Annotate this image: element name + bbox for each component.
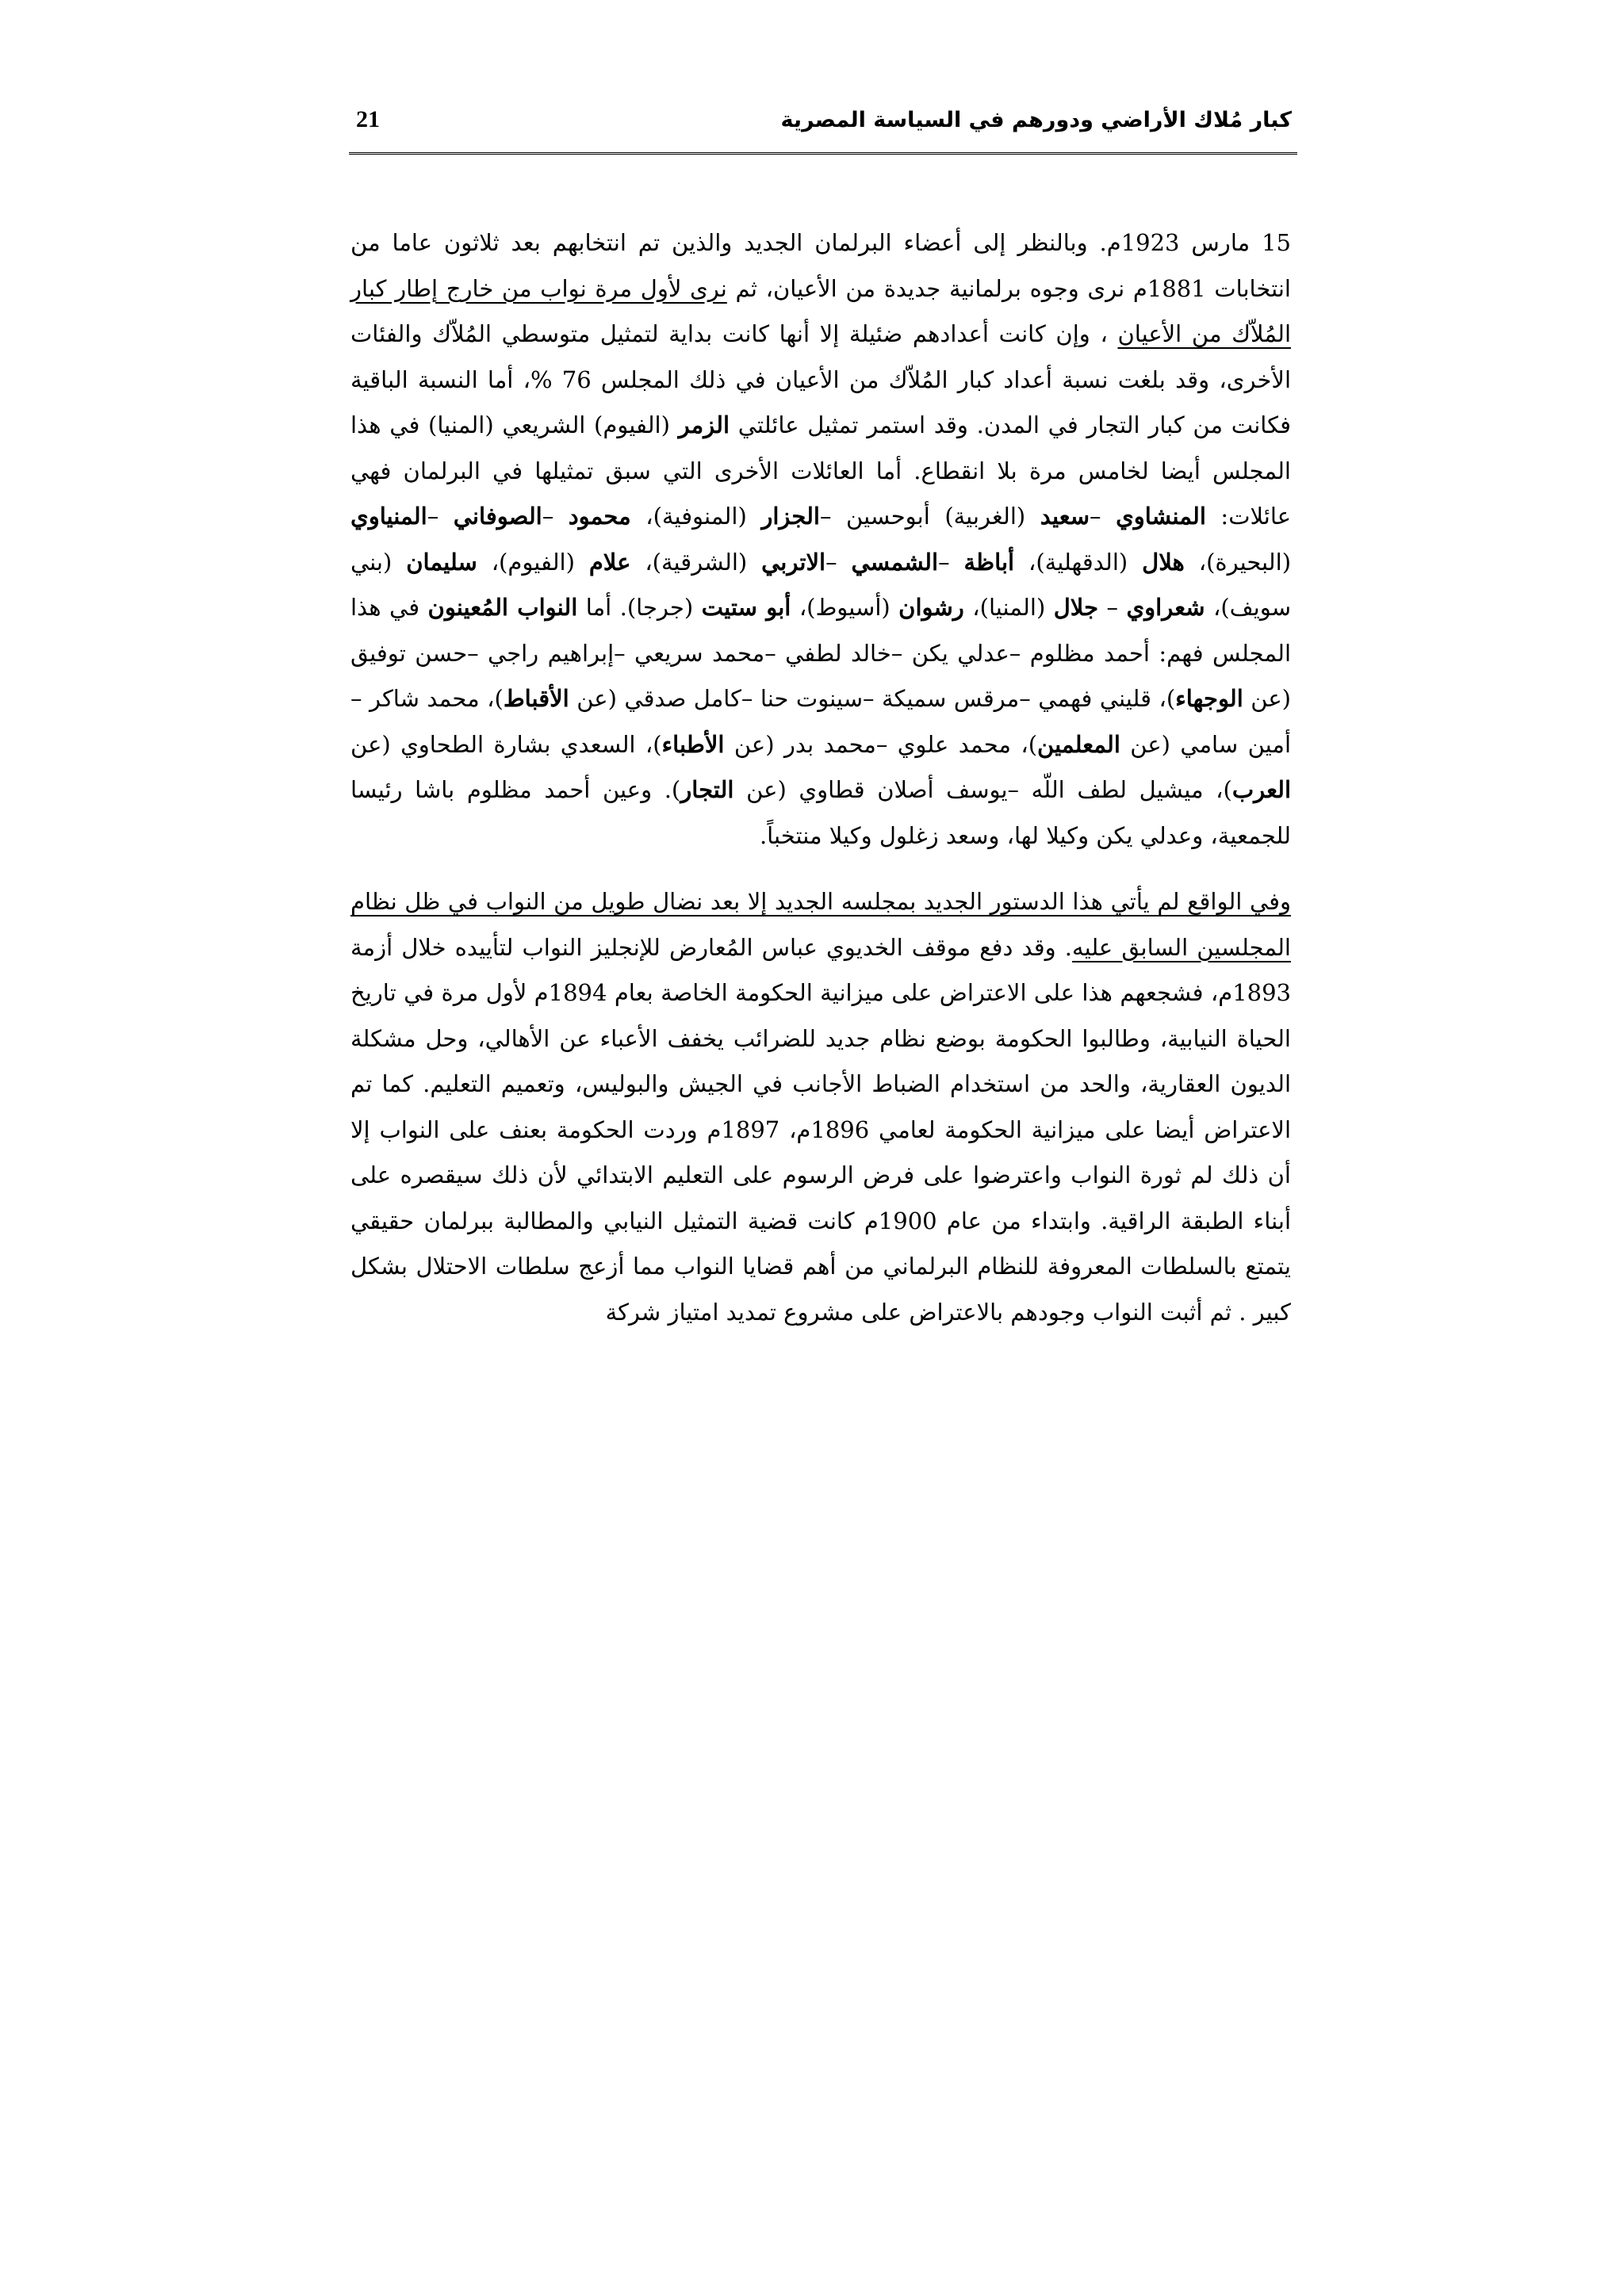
bold-family-name: المنشاوي — [1116, 503, 1206, 530]
page-number: 21 — [356, 106, 380, 132]
bold-term: التجار — [680, 776, 734, 803]
text-run: (البحيرة)، — [1184, 548, 1292, 576]
bold-family-name: رشوان — [898, 594, 964, 621]
bold-term: الأطباء — [661, 730, 725, 758]
paragraph-1 — [350, 220, 1291, 859]
text-run: 15 مارس 1923م. وبالنظر إلى أعضاء البرلمان الجديد والذين تم انتخابهم بعد ثلاثون عاما من انتخابات 1881م نرى وجوه برلمانية جديدة من الأعيان، ثم — [350, 229, 1291, 302]
bold-term: العرب — [1231, 776, 1291, 803]
text-run: – — [542, 503, 569, 530]
text-run: ). وعين أحمد مظلوم باشا رئيسا للجمعية، وعدلي يكن وكيلا لها، وسعد زغلول وكيلا منتخباً. — [350, 776, 1291, 849]
text-run: (المنوفية)، — [630, 503, 762, 530]
page-header — [353, 101, 1292, 149]
text-run: (الفيوم) الشريعي (المنيا) في هذا المجلس أيضا لخامس مرة بلا انقطاع. أما العائلات الأخرى التي سبق تمثيلها في البرلمان فهي عائلات: — [350, 411, 1292, 530]
text-run: )، ميشيل لطف اللّه –يوسف أصلان قطاوي (عن — [733, 776, 1232, 803]
text-run: (بني سويف)، — [350, 548, 1292, 621]
bold-family-name: الجزار — [761, 503, 820, 530]
text-run: )، السعدي بشارة الطحاوي (عن — [350, 730, 662, 758]
bold-family-name: هلال — [1142, 548, 1185, 576]
bold-family-name: أباظة — [963, 548, 1015, 576]
text-run: . وقد دفع موقف الخديوي عباس المُعارض للإنجليز النواب لتأييده خلال أزمة 1893م، فشجعهم هذا على الاعتراض على ميزانية الحكومة الخاصة بعام 1894م لأول مرة في تاريخ الحياة النيابية، وطالبوا الحكومة بوضع نظام جديد للضرائب يخفف الأعباء عن الأهالي، وحل مشكلة الديون العقارية، والحد من استخدام الضباط الأجانب في الجيش والبوليس، وتعميم التعليم. كما تم الاعتراض أيضا على ميزانية الحكومة لعامي 1896م، 1897م وردت الحكومة بعنف على النواب إلا أن ذلك لم ثورة النواب واعترضوا على فرض الرسوم على التعليم الابتدائي لأن ذلك سيقصره على أبناء الطبقة الراقية. وابتداء من عام 1900م كانت قضية التمثيل النيابي والمطالبة ببرلمان حقيقي يتمتع بالسلطات المعروفة للنظام البرلماني من أهم قضايا النواب مما أزعج سلطات الاحتلال بشكل كبير . ثم أثبت النواب وجودهم بالاعتراض على مشروع تمديد امتياز شركة — [350, 933, 1292, 1326]
bold-family-name: جلال — [1053, 594, 1099, 621]
text-run: )، قليني فهمي –مرقس سميكة –سينوت حنا –كامل صدقي (عن — [569, 685, 1176, 712]
header-rule — [349, 152, 1297, 155]
bold-family-name: سليمان — [406, 548, 477, 576]
text-run: – — [825, 548, 852, 576]
bold-family-name: المنياوي — [350, 503, 427, 530]
bold-family-name: الاتربي — [761, 548, 826, 576]
text-run: (الغربية) أبوحسين – — [820, 503, 1040, 530]
text-run: (الدقهلية)، — [1014, 548, 1143, 576]
underlined-text: نرى لأول مرة نواب من خارج إطار كبار المُلاّك من الأعيان — [350, 274, 1291, 347]
bold-family-name: علام — [588, 548, 631, 576]
body-text — [350, 220, 1291, 1335]
text-run: – — [1098, 594, 1127, 621]
text-run: (الفيوم)، — [477, 548, 589, 576]
bold-family-name: أبو ستيت — [701, 594, 791, 621]
text-run: (المنيا)، — [963, 594, 1054, 621]
bold-family-name: محمود — [568, 503, 631, 530]
text-run: – — [1090, 503, 1116, 530]
bold-family-name: سعيد — [1040, 503, 1090, 530]
bold-term: الأقباط — [503, 685, 569, 712]
bold-family-name: شعراوي — [1126, 594, 1205, 621]
text-run: ، وإن كانت أعدادهم ضئيلة إلا أنها كانت بداية لتمثيل متوسطي المُلاّك والفئات الأخرى، وقد بلغت نسبة أعداد كبار المُلاّك من الأعيان في ذلك المجلس 76 %، أما النسبة الباقية فكانت من كبار التجار في المدن. وقد استمر تمثيل عائلتي — [350, 320, 1291, 438]
underlined-text: وفي الواقع لم يأتي هذا الدستور الجديد بمجلسه الجديد إلا بعد نضال طويل من النواب في ظل نظام المجلسين السابق عليه — [350, 888, 1291, 961]
text-run: (أسيوط)، — [791, 594, 899, 621]
bold-family-name: الزمر — [678, 411, 730, 438]
text-run: – — [938, 548, 964, 576]
text-run: – — [427, 503, 454, 530]
bold-family-name: الصوفاني — [453, 503, 542, 530]
text-run: في هذا المجلس فهم: أحمد مظلوم –عدلي يكن –خالد لطفي –محمد سريعي –إبراهيم راجي –حسن توفيق (عن — [350, 594, 1291, 712]
bold-term: الوجهاء — [1175, 685, 1243, 712]
bold-term: المعلمين — [1037, 730, 1120, 758]
paragraph-2 — [350, 879, 1291, 1335]
text-run: (جرجا). أما — [577, 594, 702, 621]
text-run: )، محمد شاكر –أمين سامي (عن — [350, 685, 1291, 758]
text-run: (الشرقية)، — [630, 548, 762, 576]
text-run: )، محمد علوي –محمد بدر (عن — [724, 730, 1038, 758]
bold-term: النواب المُعينون — [427, 594, 578, 621]
bold-family-name: الشمسي — [851, 548, 939, 576]
running-title: كبار مُلاك الأراضي ودورهم في السياسة المصرية — [780, 108, 1292, 132]
